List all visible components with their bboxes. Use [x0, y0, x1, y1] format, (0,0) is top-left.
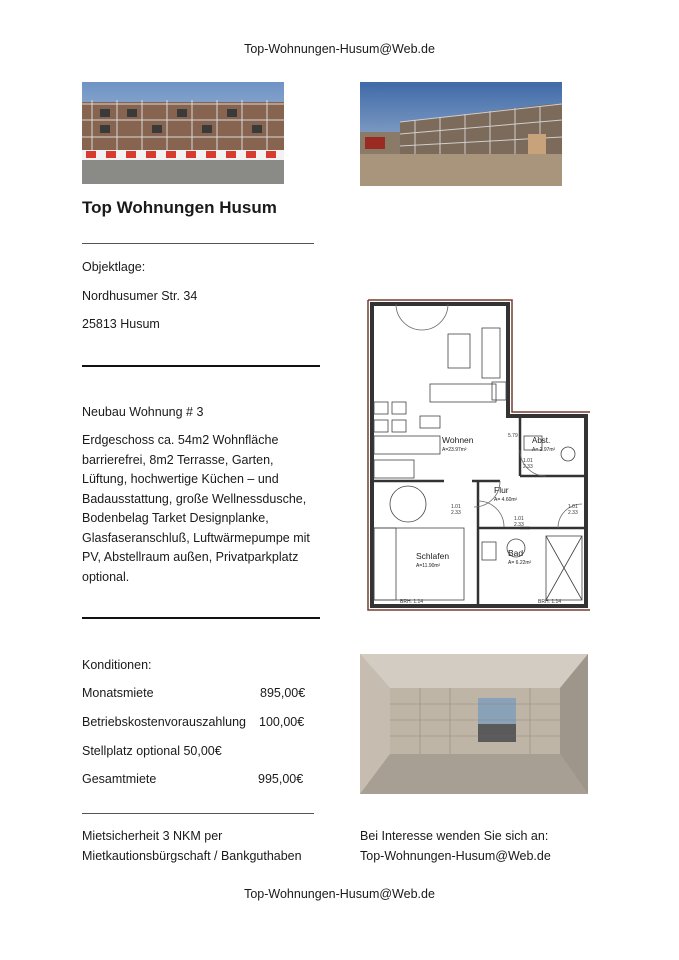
room-name: Flur: [494, 485, 509, 495]
room-area: A= 6.22m²: [508, 560, 532, 566]
total-rent-value: 995,00€: [258, 772, 304, 786]
deposit-line-2: Mietkautionsbürgschaft / Bankguthaben: [82, 849, 302, 863]
deposit-line-1: Mietsicherheit 3 NKM per: [82, 829, 223, 843]
rent-value: 895,00€: [260, 686, 306, 700]
conditions-label: Konditionen:: [82, 658, 152, 672]
room-area: A=23.97m²: [442, 447, 467, 453]
building-photo-right: [360, 82, 562, 186]
location-street: Nordhusumer Str. 34: [82, 289, 198, 303]
dimension-label: 5.79: [508, 433, 518, 439]
dimension-label: 1.01: [568, 504, 578, 510]
dimension-label: 1.01: [514, 516, 524, 522]
room-name: Wohnen: [442, 435, 474, 445]
sill-label: BRH. 1.14: [538, 599, 562, 605]
room-area: A= 2.97m²: [532, 447, 556, 453]
dimension-label: 1.01: [451, 504, 461, 510]
dimension-label: 1.01: [523, 458, 533, 464]
parking-option: Stellplatz optional 50,00€: [82, 744, 222, 758]
room-name: Schlafen: [416, 551, 450, 561]
contact-line-1: Bei Interesse wenden Sie sich an:: [360, 829, 549, 843]
interior-photo: [360, 654, 588, 794]
divider: [82, 243, 314, 244]
divider: [82, 617, 320, 619]
dimension-label: 2.33: [451, 510, 461, 516]
footer-email: Top-Wohnungen-Husum@Web.de: [244, 887, 435, 901]
location-city: 25813 Husum: [82, 317, 160, 331]
room-name: Abst.: [532, 436, 551, 445]
divider: [82, 365, 320, 367]
dimension-label: 2.33: [568, 510, 578, 516]
contact-email[interactable]: Top-Wohnungen-Husum@Web.de: [360, 849, 551, 863]
dimension-label: 2.33: [523, 464, 533, 470]
room-area: A=11.90m²: [416, 563, 441, 569]
total-rent-label: Gesamtmiete: [82, 772, 157, 786]
location-label: Objektlage:: [82, 260, 146, 274]
rent-label: Monatsmiete: [82, 686, 154, 700]
header-email: Top-Wohnungen-Husum@Web.de: [244, 42, 435, 56]
dimension-label: 2.33: [514, 522, 524, 528]
divider: [82, 813, 314, 814]
page-title: Top Wohnungen Husum: [82, 198, 277, 217]
floor-plan: [360, 296, 592, 614]
unit-name: Neubau Wohnung # 3: [82, 405, 204, 419]
operating-costs-label: Betriebskostenvorauszahlung: [82, 715, 246, 729]
room-area: A= 4.60m²: [494, 497, 518, 503]
sill-label: BRH. 1.14: [400, 599, 424, 605]
room-name: Bad: [508, 548, 524, 558]
operating-costs-value: 100,00€: [259, 715, 305, 729]
unit-description: Erdgeschoss ca. 54m2 Wohnfläche barrierefrei, 8m2 Terrasse, Garten, Lüftung, hochwertige Küchen – und Badausstattung, große Wellnessdusche, Bodenbelag Tarket Designplanke, Glasfaseranschluß, Luftwärmepumpe mit PV, Abstellraum außen, Privatparkplatz optional.: [82, 433, 310, 584]
building-photo-left: [82, 82, 284, 184]
